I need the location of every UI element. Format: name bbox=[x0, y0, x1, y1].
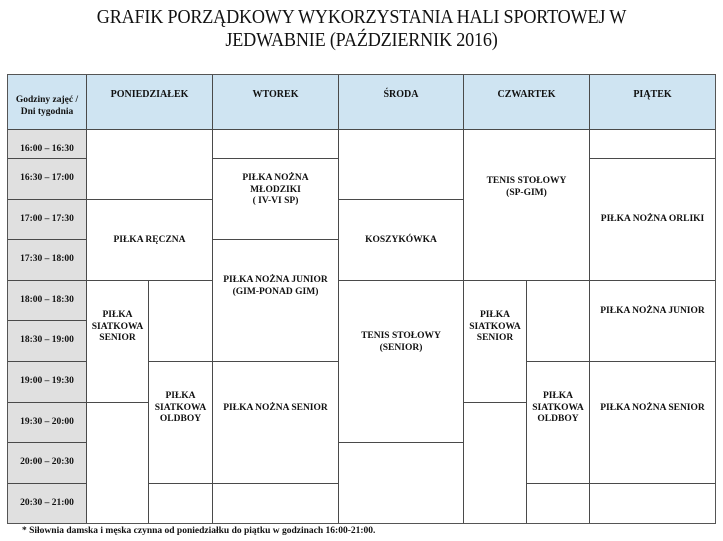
activity-label-line: SIATKOWA bbox=[469, 321, 521, 332]
activity-label-line: ( IV-VI SP) bbox=[252, 196, 299, 206]
header-corner-cell bbox=[7, 74, 87, 130]
day-label: WTOREK bbox=[252, 89, 299, 100]
activity-label bbox=[92, 310, 144, 345]
activity-cell bbox=[338, 280, 464, 443]
footer-note: * Siłownia damska i męska czynna od poniedziałku do piątku w godzinach 16:00-21:00. bbox=[22, 526, 376, 536]
activity-cell bbox=[212, 361, 339, 484]
time-slot-cell bbox=[7, 442, 87, 484]
activity-label-line: PIŁKA NOŻNA JUNIOR bbox=[600, 306, 705, 316]
activity-cell bbox=[86, 199, 213, 281]
header-day-3 bbox=[463, 74, 590, 130]
time-slot-label: 16:30 – 17:00 bbox=[20, 173, 74, 184]
activity-cell bbox=[338, 199, 464, 281]
time-slot-cell bbox=[7, 199, 87, 240]
empty-cell bbox=[148, 280, 213, 362]
time-slot-label: 17:30 – 18:00 bbox=[20, 254, 74, 265]
empty-cell bbox=[526, 483, 590, 524]
activity-label-line: PIŁKA NOŻNA SENIOR bbox=[600, 403, 705, 413]
time-slot-cell bbox=[7, 402, 87, 443]
time-slot-label: 18:00 – 18:30 bbox=[20, 294, 74, 305]
activity-label bbox=[532, 391, 584, 426]
day-label: CZWARTEK bbox=[497, 89, 556, 100]
activity-label-line: PIŁKA NOŻNA bbox=[242, 173, 309, 183]
activity-cell bbox=[589, 280, 716, 362]
time-slot-label: 16:00 – 16:30 bbox=[20, 143, 74, 154]
activity-label-line: PIŁKA bbox=[165, 391, 196, 401]
activity-label-line: OLDBOY bbox=[159, 414, 202, 424]
empty-cell bbox=[148, 483, 213, 524]
activity-label bbox=[600, 403, 705, 415]
activity-label-line: OLDBOY bbox=[537, 414, 579, 424]
activity-cell bbox=[463, 280, 527, 403]
activity-label-line: SENIOR bbox=[476, 333, 514, 343]
activity-label-line: SIATKOWA bbox=[532, 402, 584, 413]
activity-label bbox=[601, 214, 704, 226]
activity-label-line: PIŁKA NOŻNA SENIOR bbox=[223, 403, 328, 413]
activity-label-line: SENIOR bbox=[99, 333, 136, 343]
time-slot-cell bbox=[7, 361, 87, 403]
activity-label-line: SIATKOWA bbox=[91, 321, 144, 332]
activity-label bbox=[242, 173, 308, 208]
activity-cell bbox=[463, 129, 590, 281]
activity-label-line: PIŁKA bbox=[479, 310, 511, 320]
time-slot-cell bbox=[7, 483, 87, 524]
header-day-2 bbox=[338, 74, 464, 130]
activity-cell bbox=[148, 361, 213, 484]
activity-label-line: TENIS STOŁOWY bbox=[361, 331, 441, 341]
activity-label bbox=[469, 310, 521, 345]
time-slot-label: 17:00 – 17:30 bbox=[20, 213, 74, 224]
activity-label-line: TENIS STOŁOWY bbox=[486, 176, 567, 186]
corner-label-line-1: Godziny zajęć / bbox=[15, 95, 79, 105]
activity-label bbox=[223, 403, 328, 415]
corner-label-line-2: Dni tygodnia bbox=[20, 107, 74, 117]
activity-label-line: (SENIOR) bbox=[379, 342, 423, 353]
header-day-4 bbox=[589, 74, 716, 130]
activity-label-line: KOSZYKÓWKA bbox=[365, 235, 437, 245]
title-line-1: GRAFIK PORZĄDKOWY WYKORZYSTANIA HALI SPORTOWEJ W bbox=[96, 7, 627, 28]
empty-cell bbox=[338, 129, 464, 200]
day-label: ŚRODA bbox=[383, 89, 419, 100]
activity-label bbox=[365, 235, 437, 247]
activity-label bbox=[600, 306, 705, 318]
title-line-2: JEDWABNIE (PAŹDZIERNIK 2016) bbox=[225, 30, 498, 51]
activity-label-line: (SP-GIM) bbox=[506, 187, 547, 198]
time-slot-label: 19:30 – 20:00 bbox=[20, 416, 74, 427]
time-slot-cell bbox=[7, 158, 87, 200]
activity-label bbox=[487, 176, 567, 199]
empty-cell bbox=[86, 129, 213, 200]
empty-cell bbox=[526, 280, 590, 362]
header-day-0 bbox=[86, 74, 213, 130]
activity-label-line: PIŁKA bbox=[542, 391, 574, 401]
empty-cell bbox=[212, 483, 339, 524]
activity-cell bbox=[526, 361, 590, 484]
time-slot-cell bbox=[7, 320, 87, 362]
day-label: PIĄTEK bbox=[633, 89, 672, 100]
activity-cell bbox=[212, 158, 339, 240]
activity-label-line: PIŁKA bbox=[102, 310, 133, 320]
time-slot-cell bbox=[7, 239, 87, 281]
activity-label bbox=[361, 331, 441, 354]
time-slot-label: 20:30 – 21:00 bbox=[20, 497, 74, 508]
empty-cell bbox=[589, 483, 716, 524]
time-slot-cell bbox=[7, 129, 87, 159]
activity-label-line: MŁODZIKI bbox=[250, 184, 301, 195]
activity-label bbox=[223, 275, 328, 298]
activity-label bbox=[113, 235, 185, 247]
time-slot-cell bbox=[7, 280, 87, 321]
empty-cell bbox=[589, 129, 716, 159]
time-slot-label: 19:00 – 19:30 bbox=[20, 376, 74, 387]
empty-cell bbox=[338, 442, 464, 524]
day-label: PONIEDZIAŁEK bbox=[110, 89, 189, 100]
time-slot-label: 20:00 – 20:30 bbox=[20, 457, 74, 468]
activity-label bbox=[155, 391, 207, 426]
activity-label-line: SIATKOWA bbox=[154, 402, 207, 413]
activity-label-line: PIŁKA NOŻNA ORLIKI bbox=[600, 214, 705, 224]
activity-cell bbox=[212, 239, 339, 362]
time-slot-label: 18:30 – 19:00 bbox=[20, 335, 74, 346]
activity-cell bbox=[589, 361, 716, 484]
empty-cell bbox=[463, 402, 527, 524]
activity-label-line: PIŁKA NOŻNA JUNIOR bbox=[223, 275, 328, 285]
activity-cell bbox=[589, 158, 716, 281]
empty-cell bbox=[86, 402, 149, 524]
header-day-1 bbox=[212, 74, 339, 130]
empty-cell bbox=[212, 129, 339, 159]
activity-cell bbox=[86, 280, 149, 403]
activity-label-line: PIŁKA RĘCZNA bbox=[113, 235, 186, 245]
activity-label-line: (GIM-PONAD GIM) bbox=[232, 286, 319, 297]
